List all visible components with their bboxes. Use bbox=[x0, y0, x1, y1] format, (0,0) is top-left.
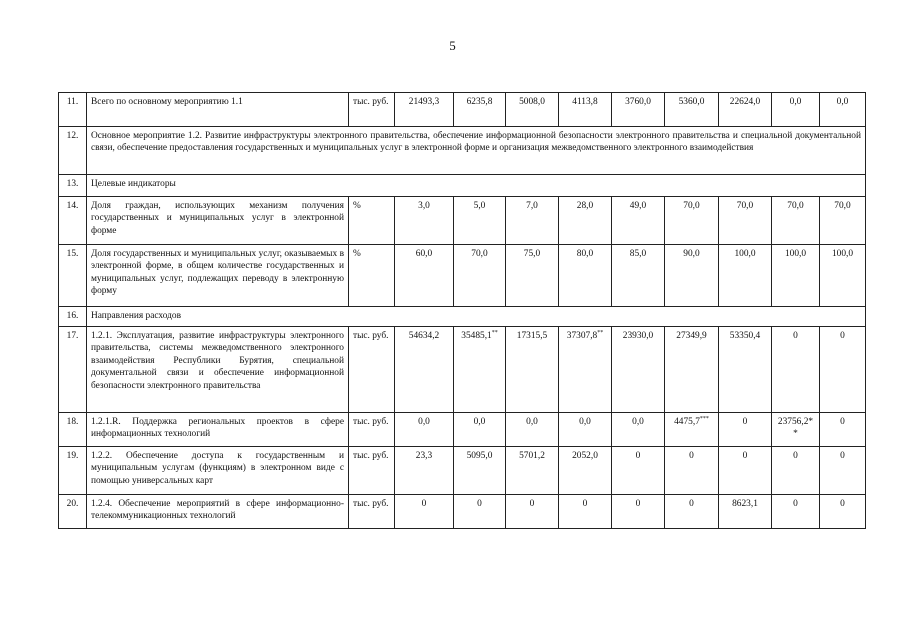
value-text: 0 bbox=[840, 331, 845, 341]
value-text: 5095,0 bbox=[466, 451, 493, 461]
value-cell bbox=[395, 197, 454, 245]
value-cell bbox=[454, 93, 506, 127]
table-row bbox=[59, 327, 866, 413]
value-text: 22624,0 bbox=[729, 97, 761, 107]
value-text: 100,0 bbox=[734, 249, 756, 259]
value-cell bbox=[559, 447, 612, 495]
value-cell bbox=[820, 245, 866, 307]
value-text: 0,0 bbox=[473, 417, 486, 427]
value-cell bbox=[612, 495, 665, 529]
value-cell bbox=[612, 93, 665, 127]
value-text: 75,0 bbox=[523, 249, 541, 259]
value-cell bbox=[719, 447, 772, 495]
value-cell bbox=[559, 413, 612, 447]
value-cell bbox=[612, 245, 665, 307]
value-cell bbox=[506, 197, 559, 245]
value-cell bbox=[454, 413, 506, 447]
row-number: 16. bbox=[59, 307, 87, 327]
table-row bbox=[59, 127, 866, 175]
value-text: 0,0 bbox=[632, 417, 644, 427]
value-text: 5008,0 bbox=[519, 97, 545, 107]
value-cell bbox=[454, 447, 506, 495]
value-cell bbox=[665, 327, 719, 413]
value-text: 35485,1 bbox=[461, 331, 492, 341]
table-row bbox=[59, 447, 866, 495]
value-text: 0 bbox=[421, 499, 427, 509]
value-cell bbox=[454, 495, 506, 529]
value-text: 100,0 bbox=[831, 249, 854, 259]
value-cell bbox=[395, 327, 454, 413]
value-cell bbox=[454, 197, 506, 245]
value-text: 53350,4 bbox=[729, 331, 761, 341]
value-text: 0 bbox=[477, 499, 482, 509]
value-text: 0 bbox=[793, 499, 798, 509]
value-cell bbox=[772, 93, 820, 127]
table-row bbox=[59, 175, 866, 197]
value-text: 23,3 bbox=[415, 451, 433, 461]
indicator-name: 1.2.2. Обеспечение доступа к государственным и муниципальным услугам (функциям) в электронном виде с помощью универсальных карт bbox=[87, 447, 349, 495]
value-cell bbox=[506, 413, 559, 447]
value-cell bbox=[559, 245, 612, 307]
value-cell bbox=[665, 197, 719, 245]
value-cell bbox=[506, 245, 559, 307]
indicator-name: 1.2.1. Эксплуатация, развитие инфраструктуры электронного правительства, системы межведомственного электронного взаимодействия Республики Бурятия, специальной документальной связи и обеспечение информационной безопасности электронного правительства bbox=[87, 327, 349, 413]
value-cell bbox=[454, 327, 506, 413]
footnote-continuation: * bbox=[793, 429, 798, 440]
value-cell bbox=[506, 93, 559, 127]
value-cell bbox=[719, 413, 772, 447]
section-title: Основное мероприятие 1.2. Развитие инфраструктуры электронного правительства, обеспечение информационной безопасности электронного правительства и специальной документальной связи, обеспечение предоставления государственных и муниципальных услуг в электронной форме и организация межведомственного электронного взаимодействия bbox=[87, 127, 866, 175]
value-text: 6235,8 bbox=[466, 97, 493, 107]
value-cell bbox=[506, 495, 559, 529]
unit-cell: % bbox=[349, 245, 395, 307]
value-cell bbox=[612, 327, 665, 413]
value-cell bbox=[665, 447, 719, 495]
value-cell bbox=[820, 413, 866, 447]
value-text: 80,0 bbox=[576, 249, 594, 259]
footnote-mark: *** bbox=[699, 416, 709, 422]
table-body bbox=[59, 93, 866, 529]
row-number: 20. bbox=[59, 495, 87, 529]
table-row bbox=[59, 413, 866, 447]
table-row bbox=[59, 307, 866, 327]
value-cell bbox=[719, 197, 772, 245]
value-text: 0 bbox=[793, 451, 798, 461]
unit-cell: тыс. руб. bbox=[349, 447, 395, 495]
unit-cell: % bbox=[349, 197, 395, 245]
row-number: 11. bbox=[59, 93, 87, 127]
footnote-mark: ** bbox=[597, 330, 604, 336]
value-cell bbox=[719, 93, 772, 127]
value-text: 90,0 bbox=[683, 249, 700, 259]
value-text: 85,0 bbox=[629, 249, 647, 259]
value-cell bbox=[772, 495, 820, 529]
value-text: 0,0 bbox=[836, 97, 849, 107]
value-cell bbox=[665, 245, 719, 307]
value-text: 49,0 bbox=[629, 201, 647, 211]
value-cell bbox=[820, 447, 866, 495]
value-cell bbox=[395, 413, 454, 447]
value-cell bbox=[395, 447, 454, 495]
value-text: 70,0 bbox=[834, 201, 851, 211]
table-row bbox=[59, 197, 866, 245]
unit-cell: тыс. руб. bbox=[349, 327, 395, 413]
value-cell bbox=[719, 245, 772, 307]
value-text: 0 bbox=[529, 499, 535, 509]
value-cell bbox=[665, 413, 719, 447]
row-number: 19. bbox=[59, 447, 87, 495]
value-cell bbox=[820, 93, 866, 127]
value-text: 0 bbox=[840, 499, 845, 509]
indicator-name: Доля государственных и муниципальных услуг, оказываемых в электронной форме, в общем количестве государственных и муниципальных услуг, подлежащих переводу в электронную форму bbox=[87, 245, 349, 307]
value-text: 4475,7 bbox=[674, 417, 700, 427]
value-text: 5701,2 bbox=[519, 451, 545, 461]
value-text: 0 bbox=[840, 451, 845, 461]
value-cell bbox=[612, 447, 665, 495]
value-cell bbox=[395, 495, 454, 529]
table-row bbox=[59, 245, 866, 307]
value-text: 2052,0 bbox=[572, 451, 598, 461]
value-cell bbox=[665, 93, 719, 127]
value-cell bbox=[559, 327, 612, 413]
value-cell bbox=[454, 245, 506, 307]
value-text: 3760,0 bbox=[625, 97, 651, 107]
value-cell bbox=[719, 327, 772, 413]
value-text: 21493,3 bbox=[408, 97, 440, 107]
table-row bbox=[59, 93, 866, 127]
indicator-name: 1.2.1.R. Поддержка региональных проектов в сфере информационных технологий bbox=[87, 413, 349, 447]
value-cell bbox=[820, 197, 866, 245]
value-cell bbox=[612, 197, 665, 245]
value-text: 0,0 bbox=[579, 417, 591, 427]
value-text: 0 bbox=[689, 499, 694, 509]
indicator-name: Доля граждан, использующих механизм получения государственных и муниципальных услуг в электронной форме bbox=[87, 197, 349, 245]
value-cell bbox=[772, 447, 820, 495]
value-text: 0 bbox=[635, 499, 641, 509]
table-row bbox=[59, 495, 866, 529]
value-text: 27349,9 bbox=[676, 331, 707, 341]
value-cell bbox=[559, 93, 612, 127]
value-cell bbox=[820, 327, 866, 413]
row-number: 13. bbox=[59, 175, 87, 197]
value-text: 60,0 bbox=[415, 249, 433, 259]
value-cell bbox=[772, 327, 820, 413]
value-text: 0 bbox=[689, 451, 694, 461]
value-cell bbox=[559, 495, 612, 529]
value-cell bbox=[395, 93, 454, 127]
section-title: Целевые индикаторы bbox=[87, 175, 866, 197]
row-number: 17. bbox=[59, 327, 87, 413]
value-cell bbox=[820, 495, 866, 529]
value-cell bbox=[612, 413, 665, 447]
value-cell bbox=[506, 447, 559, 495]
row-number: 12. bbox=[59, 127, 87, 175]
value-text: 23756,2* bbox=[777, 417, 814, 427]
value-text: 70,0 bbox=[683, 201, 700, 211]
row-number: 14. bbox=[59, 197, 87, 245]
value-text: 70,0 bbox=[471, 249, 488, 259]
unit-cell: тыс. руб. bbox=[349, 413, 395, 447]
footnote-mark: ** bbox=[491, 330, 498, 336]
row-number: 18. bbox=[59, 413, 87, 447]
value-text: 4113,8 bbox=[572, 97, 598, 107]
unit-cell: тыс. руб. bbox=[349, 93, 395, 127]
row-number: 15. bbox=[59, 245, 87, 307]
value-text: 70,0 bbox=[787, 201, 804, 211]
value-cell bbox=[395, 245, 454, 307]
value-text: 23930,0 bbox=[622, 331, 654, 341]
value-text: 54634,2 bbox=[408, 331, 440, 341]
value-text: 0 bbox=[742, 451, 748, 461]
value-text: 0 bbox=[840, 417, 845, 427]
value-text: 0 bbox=[793, 331, 798, 341]
program-table bbox=[58, 92, 866, 529]
value-text: 0 bbox=[582, 499, 588, 509]
page-number: 5 bbox=[449, 38, 456, 53]
value-cell bbox=[665, 495, 719, 529]
value-cell bbox=[719, 495, 772, 529]
indicator-name: Всего по основному мероприятию 1.1 bbox=[87, 93, 349, 127]
value-text: 100,0 bbox=[784, 249, 807, 259]
value-text: 0 bbox=[635, 451, 641, 461]
value-cell bbox=[506, 327, 559, 413]
indicator-name: 1.2.4. Обеспечение мероприятий в сфере информационно-телекоммуникационных технологий bbox=[87, 495, 349, 529]
value-text: 0,0 bbox=[789, 97, 802, 107]
value-text: 17315,5 bbox=[516, 331, 548, 341]
value-cell bbox=[772, 197, 820, 245]
value-text: 7,0 bbox=[526, 201, 538, 211]
value-cell bbox=[772, 245, 820, 307]
value-text: 3,0 bbox=[418, 201, 430, 211]
value-cell bbox=[772, 413, 820, 447]
value-text: 0 bbox=[742, 417, 748, 427]
value-text: 28,0 bbox=[576, 201, 594, 211]
section-title: Направления расходов bbox=[87, 307, 866, 327]
value-text: 5,0 bbox=[473, 201, 486, 211]
value-text: 0,0 bbox=[526, 417, 538, 427]
value-text: 37307,8 bbox=[566, 331, 598, 341]
value-text: 70,0 bbox=[736, 201, 754, 211]
value-text: 5360,0 bbox=[678, 97, 705, 107]
value-cell bbox=[559, 197, 612, 245]
value-text: 8623,1 bbox=[732, 499, 758, 509]
unit-cell: тыс. руб. bbox=[349, 495, 395, 529]
value-text: 0,0 bbox=[418, 417, 430, 427]
